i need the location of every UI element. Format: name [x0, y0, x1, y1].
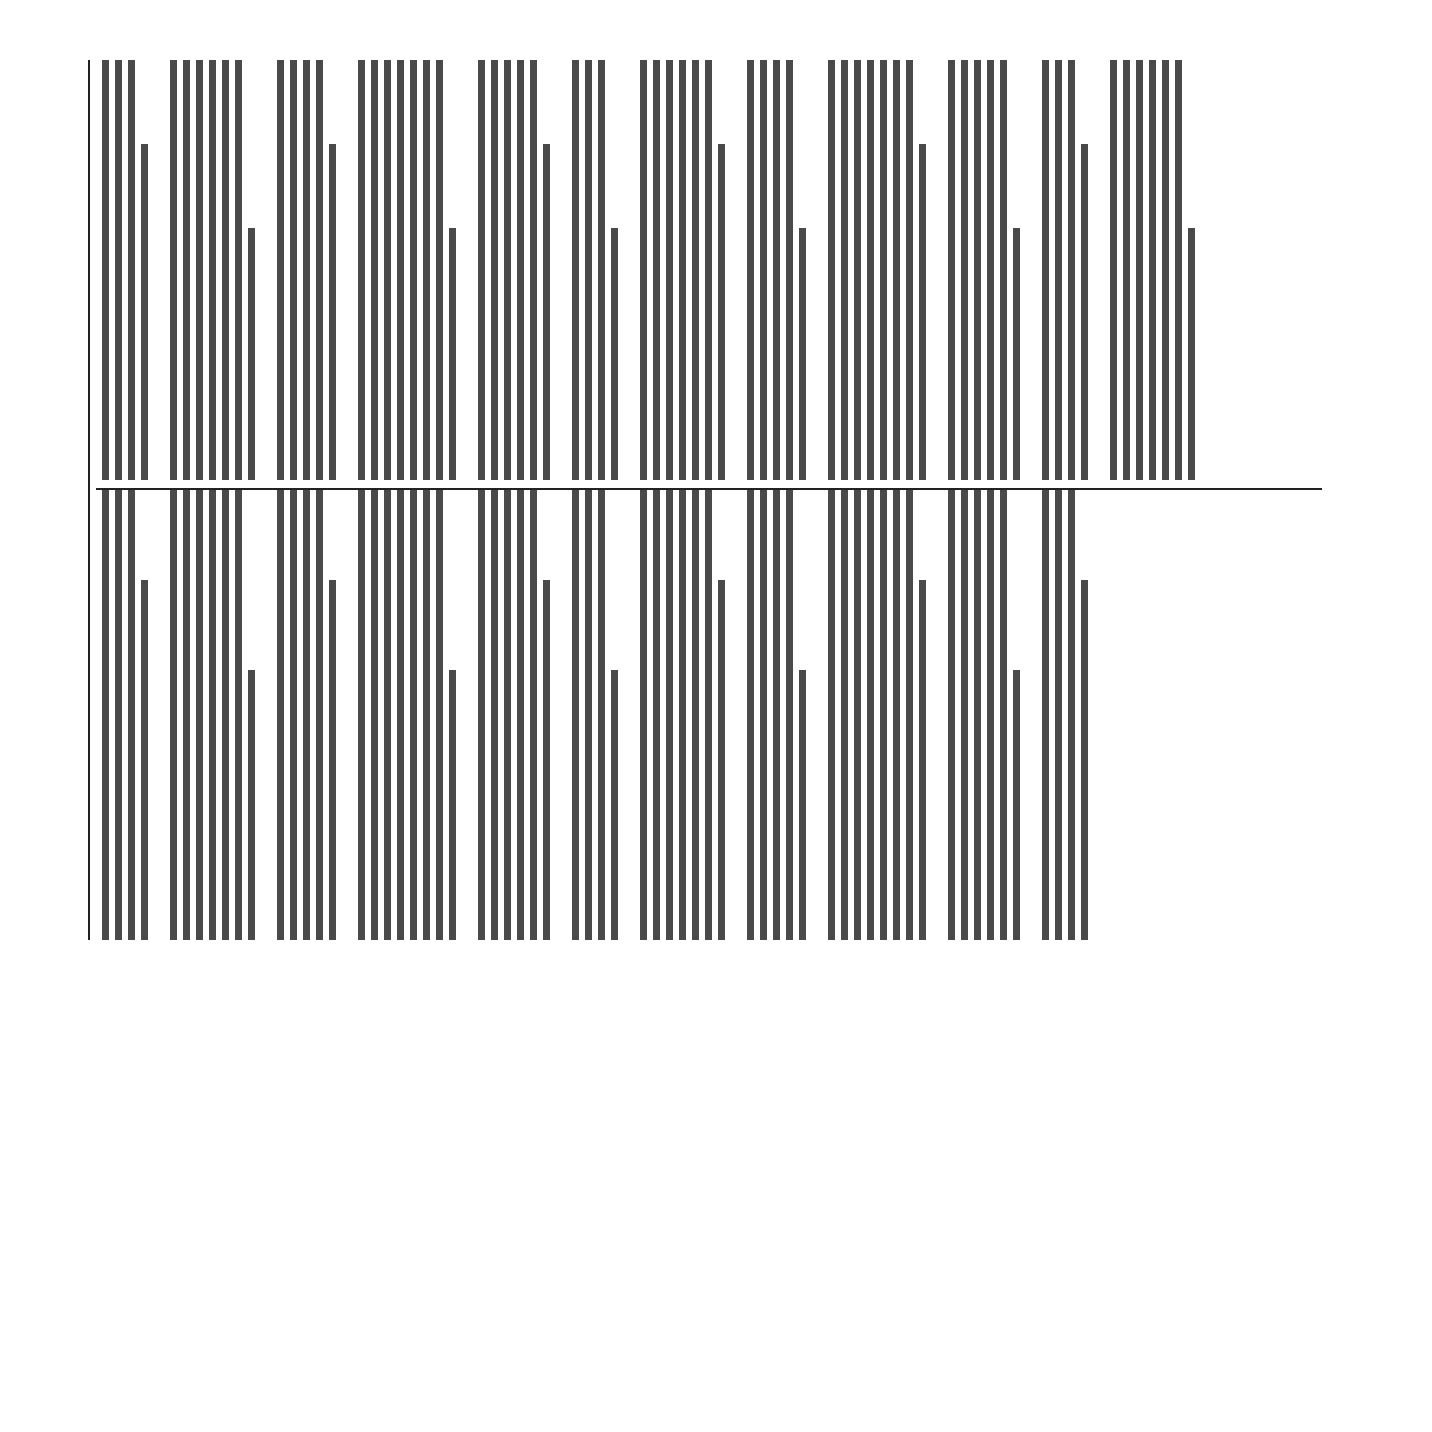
paragraph-gap	[556, 60, 566, 480]
text-line	[371, 60, 378, 480]
text-line	[1055, 490, 1062, 940]
text-line	[358, 60, 365, 480]
text-column-right	[96, 60, 1322, 480]
column-divider	[96, 488, 1322, 490]
text-line	[893, 60, 900, 480]
text-line	[478, 60, 485, 480]
text-line	[384, 60, 391, 480]
text-line	[1013, 228, 1020, 480]
text-line	[987, 490, 994, 940]
text-line	[880, 60, 887, 480]
text-line	[1068, 60, 1075, 480]
text-line	[841, 490, 848, 940]
text-line	[1175, 60, 1182, 480]
text-line	[786, 60, 793, 480]
text-line	[543, 144, 550, 480]
text-line	[919, 144, 926, 480]
text-line	[436, 60, 443, 480]
text-line	[517, 60, 524, 480]
text-line	[1042, 490, 1049, 940]
text-line	[747, 60, 754, 480]
text-line	[504, 60, 511, 480]
text-line	[196, 490, 203, 940]
text-line	[303, 60, 310, 480]
text-line	[316, 60, 323, 480]
paragraph-gap	[1026, 60, 1036, 480]
text-line	[1000, 60, 1007, 480]
text-line	[841, 60, 848, 480]
paragraph-gap	[1094, 490, 1104, 940]
text-line	[290, 60, 297, 480]
text-line	[504, 490, 511, 940]
text-line	[987, 60, 994, 480]
text-line	[919, 580, 926, 940]
text-line	[303, 490, 310, 940]
text-line	[209, 490, 216, 940]
text-line	[358, 490, 365, 940]
text-line	[277, 490, 284, 940]
text-line	[449, 670, 456, 940]
text-line	[718, 580, 725, 940]
text-line	[170, 490, 177, 940]
paragraph-gap	[1026, 490, 1036, 940]
text-line	[705, 60, 712, 480]
paragraph-gap	[812, 490, 822, 940]
text-line	[679, 490, 686, 940]
text-line	[1149, 60, 1156, 480]
text-line	[854, 60, 861, 480]
text-line	[653, 490, 660, 940]
text-line	[115, 490, 122, 940]
text-line	[961, 60, 968, 480]
text-line	[799, 228, 806, 480]
text-line	[828, 490, 835, 940]
text-line	[410, 60, 417, 480]
text-line	[867, 490, 874, 940]
text-line	[290, 490, 297, 940]
text-line	[1081, 580, 1088, 940]
paragraph-gap	[1201, 60, 1211, 480]
text-line	[1081, 144, 1088, 480]
text-line	[128, 60, 135, 480]
text-line	[598, 60, 605, 480]
text-line	[1188, 228, 1195, 480]
paragraph-gap	[1094, 60, 1104, 480]
paragraph-gap	[261, 490, 271, 940]
text-line	[183, 60, 190, 480]
text-line	[449, 228, 456, 480]
text-line	[248, 670, 255, 940]
header-rule	[88, 60, 90, 940]
text-line	[974, 60, 981, 480]
paragraph-gap	[462, 490, 472, 940]
paragraph-gap	[462, 60, 472, 480]
text-line	[854, 490, 861, 940]
paragraph-gap	[556, 490, 566, 940]
text-column-left	[96, 490, 1322, 940]
text-line	[1162, 60, 1169, 480]
text-line	[718, 144, 725, 480]
text-line	[692, 60, 699, 480]
text-line	[692, 490, 699, 940]
page-header	[58, 60, 88, 940]
text-line	[329, 580, 336, 940]
text-line	[640, 60, 647, 480]
text-line	[961, 490, 968, 940]
paragraph-gap	[154, 60, 164, 480]
text-line	[436, 490, 443, 940]
text-line	[666, 490, 673, 940]
text-line	[277, 60, 284, 480]
text-line	[880, 490, 887, 940]
text-line	[222, 60, 229, 480]
text-line	[598, 490, 605, 940]
text-line	[666, 60, 673, 480]
text-line	[1068, 490, 1075, 940]
text-line	[1123, 60, 1130, 480]
text-line	[141, 144, 148, 480]
text-line	[705, 490, 712, 940]
paragraph-gap	[261, 60, 271, 480]
text-line	[371, 490, 378, 940]
text-line	[948, 490, 955, 940]
text-line	[1013, 670, 1020, 940]
text-line	[1110, 60, 1117, 480]
paragraph-gap	[932, 490, 942, 940]
paragraph-gap	[154, 490, 164, 940]
text-line	[141, 580, 148, 940]
text-line	[478, 490, 485, 940]
paragraph-gap	[812, 60, 822, 480]
text-line	[773, 490, 780, 940]
text-line	[543, 580, 550, 940]
text-line	[572, 490, 579, 940]
text-line	[760, 490, 767, 940]
text-line	[1000, 490, 1007, 940]
text-line	[491, 490, 498, 940]
text-line	[1055, 60, 1062, 480]
text-line	[640, 490, 647, 940]
text-line	[906, 490, 913, 940]
text-line	[611, 228, 618, 480]
text-line	[1042, 60, 1049, 480]
text-line	[235, 490, 242, 940]
paragraph-gap	[624, 490, 634, 940]
text-line	[828, 60, 835, 480]
text-line	[384, 490, 391, 940]
text-line	[786, 490, 793, 940]
text-line	[491, 60, 498, 480]
paragraph-gap	[624, 60, 634, 480]
text-line	[517, 490, 524, 940]
text-line	[747, 490, 754, 940]
text-line	[423, 60, 430, 480]
text-line	[196, 60, 203, 480]
text-line	[209, 60, 216, 480]
text-line	[760, 60, 767, 480]
text-line	[128, 490, 135, 940]
text-line	[222, 490, 229, 940]
paragraph-gap	[731, 490, 741, 940]
text-line	[799, 670, 806, 940]
paragraph-gap	[342, 60, 352, 480]
text-line	[183, 490, 190, 940]
text-line	[316, 490, 323, 940]
text-line	[102, 60, 109, 480]
text-line	[423, 490, 430, 940]
text-line	[397, 60, 404, 480]
text-line	[397, 490, 404, 940]
text-line	[248, 228, 255, 480]
text-line	[530, 60, 537, 480]
text-line	[867, 60, 874, 480]
text-line	[115, 60, 122, 480]
text-line	[1136, 60, 1143, 480]
text-line	[170, 60, 177, 480]
text-line	[679, 60, 686, 480]
text-line	[530, 490, 537, 940]
text-line	[893, 490, 900, 940]
text-line	[906, 60, 913, 480]
text-line	[974, 490, 981, 940]
text-line	[948, 60, 955, 480]
text-line	[572, 60, 579, 480]
digitization-note	[1402, 0, 1424, 1432]
text-line	[235, 60, 242, 480]
text-line	[585, 60, 592, 480]
text-line	[611, 670, 618, 940]
text-line	[329, 144, 336, 480]
paragraph-gap	[342, 490, 352, 940]
text-line	[585, 490, 592, 940]
paragraph-gap	[731, 60, 741, 480]
text-line	[653, 60, 660, 480]
text-line	[773, 60, 780, 480]
paragraph-gap	[932, 60, 942, 480]
text-line	[102, 490, 109, 940]
text-line	[410, 490, 417, 940]
